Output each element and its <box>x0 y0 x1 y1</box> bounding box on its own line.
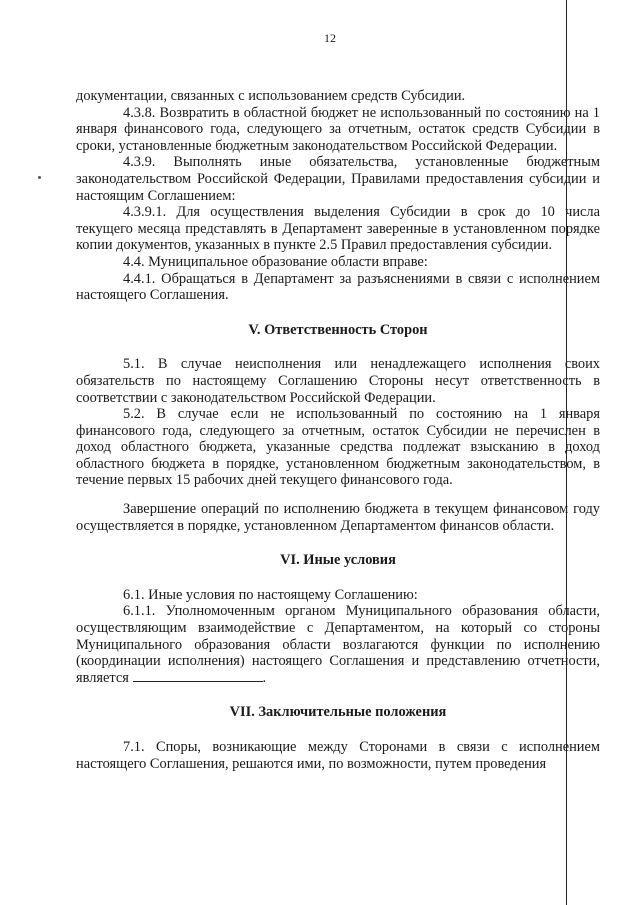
paragraph-6-1: 6.1. Иные условия по настоящему Соглашению: <box>123 586 418 603</box>
paragraph-4-4-1: 4.4.1. Обращаться в Департамент за разъяснениями в связи с исполнением настоящего Соглашения. <box>76 270 600 304</box>
section-heading-v: V. Ответственность Сторон <box>248 321 428 338</box>
scan-margin-mark <box>38 176 41 179</box>
document-body <box>76 88 600 772</box>
paragraph-5-1: 5.1. В случае неисполнения или ненадлежащего исполнения своих обязательств по настоящему Соглашению Стороны несут ответственность в соответствии с законодательством Российской Федерации. <box>76 356 600 406</box>
paragraph-6-1-1 <box>76 603 600 686</box>
section-heading-vii: VII. Заключительные положения <box>229 704 447 721</box>
page-number: 12 <box>324 31 336 45</box>
paragraph-documentation: документации, связанных с использованием средств Субсидии. <box>76 88 466 104</box>
paragraph-4-3-8: 4.3.8. Возвратить в областной бюджет не использованный по состоянию на 1 января финансового года, следующего за отчетным, остаток средств Субсидии в сроки, установленные бюджетным законодательством Российской Федерации. <box>76 104 600 154</box>
paragraph-4-4: 4.4. Муниципальное образование области вправе: <box>123 253 428 270</box>
paragraph-5-2: 5.2. В случае если не использованный по состоянию на 1 января финансового года, следующего за отчетным, остаток Субсидии не перечислен в доход областного бюджета, указанные средства подлежат взысканию в доход областного бюджета в порядке, установленном бюджетным законодательством, в течение первых 15 рабочих дней текущего финансового года. <box>76 406 600 489</box>
paragraph-budget-completion: Завершение операций по исполнению бюджета в текущем финансовом году осуществляется в порядке, установленном Департаментом финансов области. <box>76 501 600 534</box>
paragraph-6-1-1-end: . <box>262 669 267 686</box>
paragraph-4-3-9-1: 4.3.9.1. Для осуществления выделения Субсидии в срок до 10 числа текущего месяца представлять в Департамент заверенные в установленном порядке копии документов, указанных в пункте 2.5 Правил предоставления субсидии. <box>76 204 600 254</box>
paragraph-6-1-1-text: 6.1.1. Уполномоченным органом Муниципального образования области, осуществляющим взаимодействие с Департаментом, на который со стороны Муниципального образования области возлагаются функции по исполнению (координации исполнения) настоящего Соглашения и представлению отчетности, является <box>76 603 600 686</box>
section-heading-vi: VI. Иные условия <box>280 552 396 569</box>
paragraph-7-1: 7.1. Споры, возникающие между Сторонами в связи с исполнением настоящего Соглашения, решаются ими, по возможности, путем проведения <box>76 739 600 772</box>
paragraph-4-3-9: 4.3.9. Выполнять иные обязательства, установленные бюджетным законодательством Российской Федерации, Правилами предоставления субсидии и настоящим Соглашением: <box>76 154 600 204</box>
fill-in-blank <box>133 670 263 682</box>
